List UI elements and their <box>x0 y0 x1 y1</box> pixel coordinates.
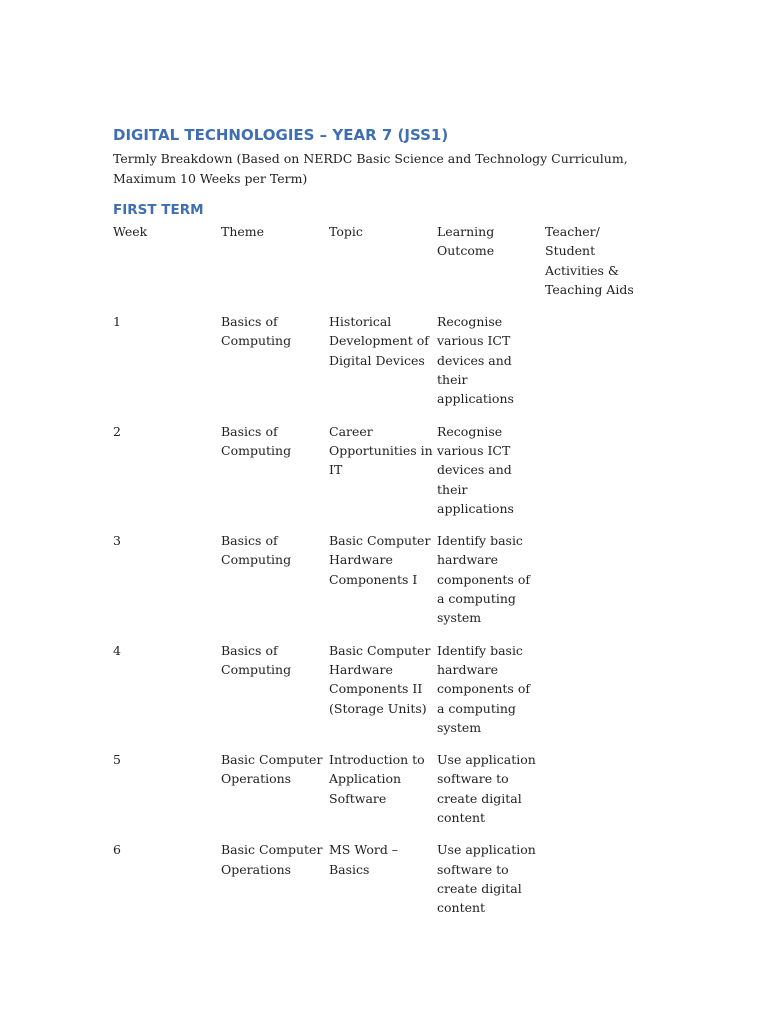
activities-cell <box>545 750 645 840</box>
outcome-cell: Recognise various ICT devices and their applications <box>437 314 514 407</box>
week-cell: 4 <box>113 642 121 658</box>
header-learning-outcome: Learning Outcome <box>437 224 495 259</box>
topic-cell: Introduction to Application Software <box>329 752 425 806</box>
table-row <box>113 641 645 750</box>
activities-cell <box>545 641 645 750</box>
week-cell: 1 <box>113 314 121 330</box>
document-title: DIGITAL TECHNOLOGIES – YEAR 7 (JSS1) <box>113 126 449 144</box>
header-theme: Theme <box>221 224 265 239</box>
theme-cell: Basics of Computing <box>221 423 292 458</box>
week-cell: 6 <box>113 842 121 858</box>
outcome-cell: Use application software to create digital content <box>437 842 536 916</box>
topic-cell: Historical Development of Digital Devices <box>329 314 429 368</box>
theme-cell: Basic Computer Operations <box>221 752 323 787</box>
theme-cell: Basics of Computing <box>221 533 292 568</box>
theme-cell: Basic Computer Operations <box>221 842 323 877</box>
topic-cell: Basic Computer Hardware Components II (Storage Units) <box>329 642 431 716</box>
activities-cell <box>545 312 645 421</box>
header-activities: Teacher/ Student Activities & Teaching Aids <box>545 224 634 297</box>
topic-cell: MS Word – Basics <box>329 842 399 877</box>
curriculum-table <box>113 222 645 931</box>
week-cell: 5 <box>113 752 121 768</box>
outcome-cell: Identify basic hardware components of a computing system <box>437 533 530 626</box>
table-row <box>113 531 645 640</box>
document-subtitle: Termly Breakdown (Based on NERDC Basic Science and Technology Curriculum, Maximum 10 Weeks per Term) <box>113 151 628 186</box>
table-row <box>113 422 645 531</box>
topic-cell: Career Opportunities in IT <box>329 423 433 478</box>
theme-cell: Basics of Computing <box>221 642 292 677</box>
table-row <box>113 750 645 840</box>
header-topic: Topic <box>329 224 363 239</box>
week-cell: 3 <box>113 533 121 549</box>
activities-cell <box>545 840 645 930</box>
outcome-cell: Identify basic hardware components of a computing system <box>437 642 530 735</box>
outcome-cell: Recognise various ICT devices and their applications <box>437 423 514 516</box>
table-row <box>113 840 645 930</box>
activities-cell <box>545 422 645 531</box>
week-cell: 2 <box>113 423 121 439</box>
topic-cell: Basic Computer Hardware Components I <box>329 533 431 587</box>
outcome-cell: Use application software to create digital content <box>437 752 536 826</box>
term-heading: FIRST TERM <box>113 202 204 218</box>
activities-cell <box>545 531 645 640</box>
theme-cell: Basics of Computing <box>221 314 292 349</box>
header-week: Week <box>113 224 148 239</box>
table-row <box>113 312 645 421</box>
table-header-row <box>113 222 645 312</box>
